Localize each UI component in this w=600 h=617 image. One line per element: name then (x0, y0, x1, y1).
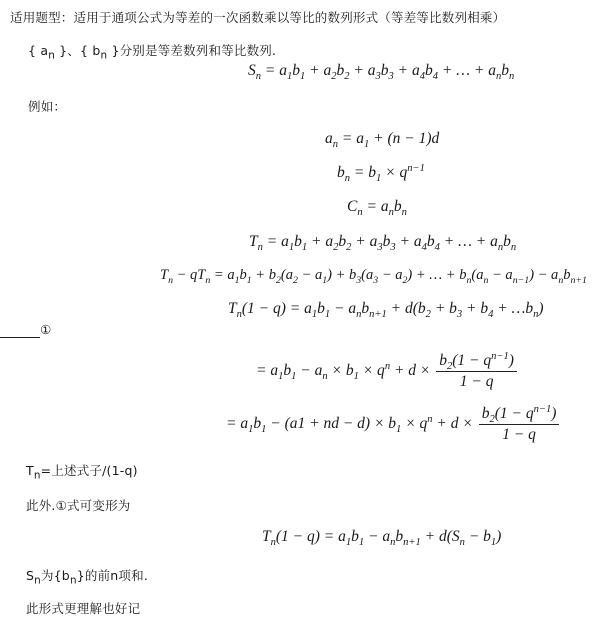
an-formula: $a_n = a_1 + (n - 1)d$ (325, 130, 440, 151)
expansion-line-2: = $a_1b_1 - (a1$ + nd − $d) \times b_1 \times q^n + d$ × $\frac{b_2(1 - q^{n-1})}{1 - q}$ (226, 405, 561, 444)
tn-one-minus-q-formula: $T_n(1 - q) = a_1b_1 - a_nb_{n+1} + d(b_2 + b_3 + b_4$ + $\dots b_n$) (228, 300, 544, 321)
example-label: 例如： (28, 99, 67, 114)
tn-formula: $T_n = a_1b_1 + a_2b_2 + a_3b_3 + a_4b_4$ + … + $a_nb_n$ (249, 233, 517, 254)
tn-note (26, 461, 138, 482)
sequence-a-symbol: { $a_n$ }、{ $b_n$ } (28, 43, 120, 62)
tn-symbol: $T_n$ (26, 463, 41, 482)
method-header: 适用题型：适用于通项公式为等差的一次函数乘以等比的数列形式（等差等比数列相乘） (10, 10, 506, 25)
also-label: 此外.①式可变形为 (26, 498, 131, 513)
sn-note-text: 的前n项和. (84, 568, 148, 583)
sn-formula: $S_n = a_1b_1 + a_2b_2 + a_3b_3 + a_4b_4$ + … + $a_nb_n$ (248, 62, 515, 83)
blank-underline (0, 337, 40, 338)
cn-formula: $C_n = a_nb_n$ (347, 198, 407, 219)
intro-line (28, 41, 276, 62)
bn-formula: $b_n = b_1 \times q^{n-1}$ (337, 162, 425, 185)
fraction-2: $\frac{b_2(1 - q^{n-1})}{1 - q}$ (479, 405, 560, 444)
closing-text: 此形式更理解也好记 (26, 601, 141, 616)
sn-note (26, 566, 148, 587)
expansion-line-1: = $a_1b_1 - a_n \times b_1 \times q^n + d$ × $\frac{b_2(1 - q^{n-1})}{1 - q}$ (256, 352, 519, 391)
tn-sn-formula: $T_n(1 - q) = a_1b_1 - a_nb_{n+1} + d(S_n - b_1)$ (262, 528, 502, 549)
intro-text: 分别是等差数列和等比数列. (119, 43, 277, 58)
sn-symbol: $S_n$为$\{b_n\}$ (26, 568, 85, 587)
fraction-1: $\frac{b_2(1 - q^{n-1})}{1 - q}$ (436, 352, 517, 391)
tn-minus-qtn-formula: $T_n - qT_n = a_1b_1 + b_2(a_2 - a_1) + b_3(a_3 - a_2)$ + … + $b_n(a_n - a_{n-1}) - a_nb_{n+1}$ (160, 267, 587, 286)
circled-one-marker: ① (40, 322, 52, 337)
tn-note-text: =上述式子/(1-q) (40, 463, 138, 478)
